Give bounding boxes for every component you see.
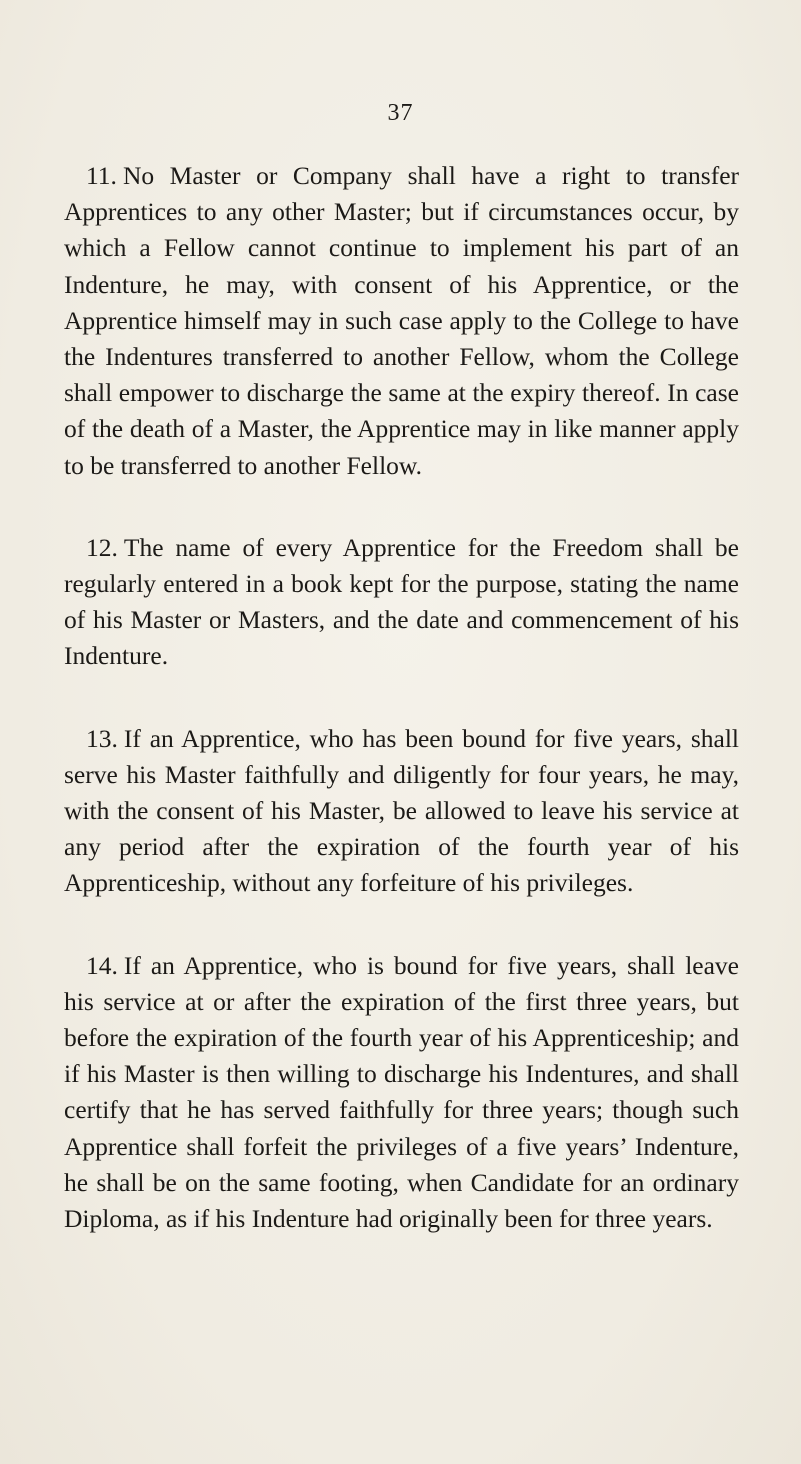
paragraph-text: No Master or Company shall have a right to transfer Apprentices to any other Master; but if circumstances occur, by which a Fellow cannot continue to implement his part of an Indenture, he may, with consent of his Apprentice, or the Apprentice himself may in such case apply to the College to have the Indentures transferred to another Fellow, whom the College shall empower to discharge the same at the expiry thereof. In case of the death of a Master, the Apprentice may in like manner apply to be transferred to another Fellow. (64, 161, 739, 480)
page-number: 37 (387, 100, 414, 126)
paragraph-number: 14. (86, 950, 118, 980)
paragraph-text: If an Apprentice, who is bound for five years, shall leave his service at or after the expiration of the first three years, but before the expiration of the fourth year of his Apprenticeship; and if his Master is then willing to discharge his Indentures, and shall certify that he has served faithfully for three years; though such Apprentice shall forfeit the privileges of a five years’ Indenture, he shall be on the same footing, when Candidate for an ordinary Diploma, as if his Indenture had originally been for three years. (64, 950, 739, 1234)
paragraph-text: The name of every Apprentice for the Freedom shall be regularly entered in a book kept for the purpose, stating the name of his Master or Masters, and the date and commencement of his Indenture. (64, 532, 739, 671)
paragraph-number: 11. (86, 161, 117, 190)
paragraph-11 (64, 158, 739, 484)
body-text (64, 158, 739, 1237)
paragraph-text: If an Apprentice, who has been bound for five years, shall serve his Master faithfully and diligently for four years, he may, with the consent of his Master, be allowed to leave his service at any period after the expiration of the fourth year of his Apprenticeship, without any forfeiture of his privileges. (64, 723, 739, 898)
paragraph-14 (64, 948, 739, 1238)
paragraph-number: 12. (86, 532, 118, 562)
paragraph-number: 13. (86, 723, 118, 753)
paragraph-13 (64, 721, 739, 902)
paragraph-12 (64, 530, 739, 675)
